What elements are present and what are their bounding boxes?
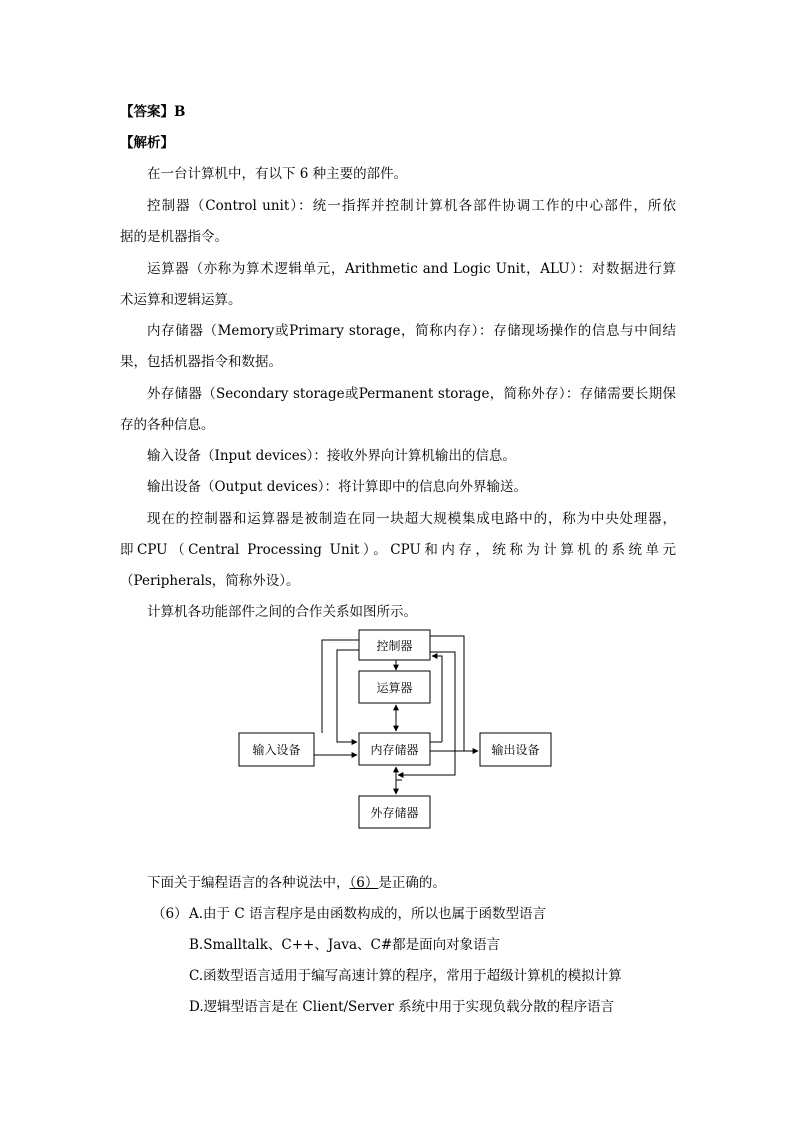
alu-label: 运算器 xyxy=(376,681,413,695)
control-line-memory xyxy=(337,650,359,742)
feedback-line-controller xyxy=(432,656,442,742)
paragraph-line: 外存储器（Secondary storage或Permanent storage，简称外存）：存储需要长期保 xyxy=(147,386,676,402)
input-label: 输入设备 xyxy=(252,743,301,757)
question-number: （6） xyxy=(152,906,188,922)
question-stem-before: 下面关于编程语言的各种说法中， xyxy=(147,875,350,891)
paragraph-line: 控制器（Control unit）：统一指挥并控制计算机各部件协调工作的中心部件，所依 xyxy=(147,198,676,214)
question-stem xyxy=(147,873,676,893)
paragraph-line: 输出设备（Output devices）：将计算即中的信息向外界输送。 xyxy=(147,479,528,495)
option-a: A.由于 C 语言程序是由函数构成的，所以也属于函数型语言 xyxy=(189,906,546,922)
analysis-label: 【解析】 xyxy=(120,135,174,151)
paragraph-line: 内存储器（Memory或Primary storage，简称内存）：存储现场操作的信息与中间结 xyxy=(147,323,676,339)
paragraph-line: 在一台计算机中，有以下 6 种主要的部件。 xyxy=(147,166,408,182)
paragraph-line: （Peripherals，简称外设）。 xyxy=(120,573,300,589)
paragraph-line: 据的是机器指令。 xyxy=(120,229,228,245)
storage-label: 外存储器 xyxy=(370,806,419,820)
paragraph-line: 果，包括机器指令和数据。 xyxy=(120,354,282,370)
memory-label: 内存储器 xyxy=(370,743,419,757)
paragraph-line: 术运算和逻辑运算。 xyxy=(120,292,242,308)
output-label: 输出设备 xyxy=(491,743,540,757)
paragraph-line: 即CPU（Central Processing Unit）。CPU和内存，统称为计算机的系统单元 xyxy=(120,542,676,558)
question-stem-after: 是正确的。 xyxy=(378,875,446,891)
option-c: C.函数型语言适用于编写高速计算的程序，常用于超级计算机的模拟计算 xyxy=(189,968,622,984)
option-b: B.Smalltalk、C++、Java、C#都是面向对象语言 xyxy=(189,937,501,953)
answer-value: B xyxy=(174,104,186,120)
paragraph-line: 输入设备（Input devices）：接收外界向计算机输出的信息。 xyxy=(147,448,516,464)
paragraph-line: 现在的控制器和运算器是被制造在同一块超大规模集成电路中的，称为中央处理器， xyxy=(147,511,676,527)
computer-architecture-diagram xyxy=(232,625,562,835)
control-line-output xyxy=(430,636,464,751)
paragraph-line: 存的各种信息。 xyxy=(120,417,215,433)
answer-line xyxy=(120,102,676,122)
question-blank: （6） xyxy=(349,875,379,891)
controller-label: 控制器 xyxy=(376,639,413,653)
answer-label: 【答案】 xyxy=(120,104,174,120)
paragraph-line: 计算机各功能部件之间的合作关系如图所示。 xyxy=(147,604,417,620)
option-d: D.逻辑型语言是在 Client/Server 系统中用于实现负载分散的程序语言 xyxy=(189,999,615,1015)
paragraph-line: 运算器（亦称为算术逻辑单元，Arithmetic and Logic Unit，ALU）：对数据进行算 xyxy=(147,261,676,277)
control-line-input xyxy=(322,640,359,733)
